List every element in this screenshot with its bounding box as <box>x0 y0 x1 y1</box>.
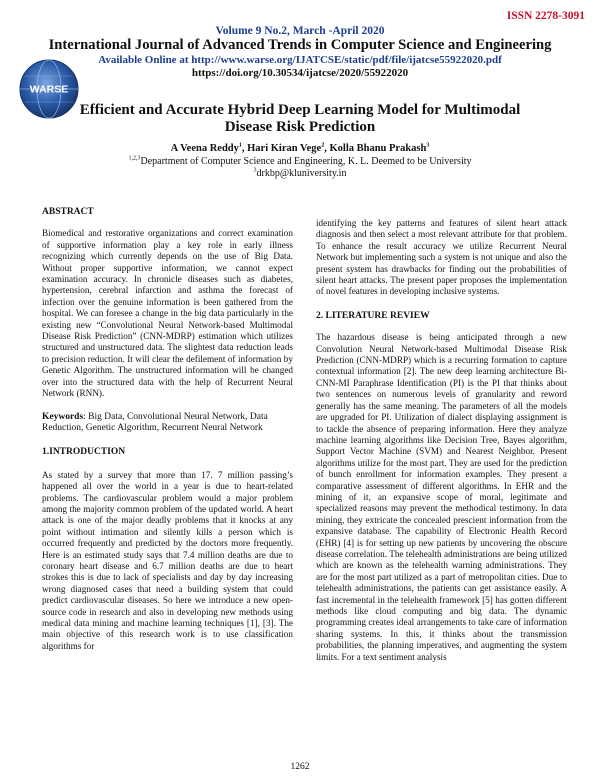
page-number: 1262 <box>290 762 310 772</box>
author-3-sup: 3 <box>426 142 430 149</box>
abstract-heading: ABSTRACT <box>42 207 94 217</box>
keywords <box>42 412 293 435</box>
volume-label: Volume 9 No.2, March -April 2020 <box>215 25 385 37</box>
introduction-text: As stated by a survey that more than 17. 7 million passing’s happened all over the world in a year is due to heart-related problems. The cardiovascular problem would a major problem among the majority common problem of the updated world. A heart attack is one of the major deadly problems that it knocks at any point without intimation and silently kills a person which is occurred frequently and predicted by the doctors more frequently. Here is an estimated study says that 7.4 million deaths are due to coronary heart disease and 6.7 million deaths are due to heart strokes this is due to lack of specialists and day by day increasing wrong diagnosed cases that need a building system that could predict cardiovascular diseases. So here we introduce a new open-source code in research and also in developing new methods using medical data mining and machine learning techniques [1], [3]. The main objective of this research work is to use classification algorithms for <box>42 469 293 651</box>
paper-title-line-2: Disease Risk Prediction <box>224 119 376 135</box>
author-3: , Kolla Bhanu Prakash <box>324 143 427 154</box>
left-column <box>42 207 293 652</box>
journal-title: International Journal of Advanced Trends in Computer Science and Engineering <box>48 37 552 53</box>
keywords-label: Keywords <box>42 411 84 422</box>
email-sup: 3 <box>253 167 257 174</box>
email-text[interactable]: drkbp@kluniversity.in <box>256 168 347 179</box>
doi-link[interactable]: https://doi.org/10.30534/ijatcse/2020/55922020 <box>191 67 409 79</box>
author-2-sup: 2 <box>321 142 325 149</box>
author-1: A Veena Reddy <box>170 143 239 154</box>
affiliation-text: Department of Computer Science and Engineering, K. L. Deemed to be University <box>140 156 472 167</box>
available-online-link[interactable]: Available Online at http://www.warse.org/IJATCSE/static/pdf/file/ijatcse55922020.pdf <box>98 54 502 66</box>
paper-title-line-1: Efficient and Accurate Hybrid Deep Learning Model for Multimodal <box>79 102 521 118</box>
author-2: , Hari Kiran Vege <box>241 143 322 154</box>
introduction-heading: 1.INTRODUCTION <box>42 447 126 458</box>
literature-review-text: The hazardous disease is being anticipated through a new Convolution Neural Network-based Multimodal Disease Risk Prediction (CNN-MDRP) which is a recurring formation to capture contextual information [2]. The new deep learning architecture Bi-CNN-MI Paraphrase Identification (PI) is the PI that thinks about two sentences on numerous levels of granularity and reword generally has the same meaning. The parameters of all the models are upgraded for PI. Utilization of dialect displaying assignment is to tackle the absence of preparing information. Here they analyze machine learning algorithms like Decision Tree, Bayes algorithm, Support Vector Machine (SVM) and Nearest Neighbor. Present algorithms utilize for the most part. They are used for the prediction of bunch enrollment for information examples. They present a comparative assessment of different algorithms. In EHR and the mining of it, an expansive scope of moral, legitimate and specialized reasons may prevent the methodical testimony. In data mining, they extricate the concealed prescient information from the expansive database. The capability of Electronic Health Record (EHR) [4] is for setting up new patients by uncovering the obscure disease correlation. The telehealth administrations are being utilized which are known as the telehealth warning administrations. They are for the most part utilized as a part of metropolitan cities. Due to telehealth administrations, the patients can get assistance easily. A fast incremental in the telehealth framework [5] has gotten different methods like cloud computing and big data. The dynamic programming creates ideal arrangements to take care of information sharing systems. In this, it thinks about the transmission probabilities, the planning imperatives, and augmenting the system limits. For a text sentiment analysis <box>316 332 567 662</box>
paper-title <box>60 102 540 136</box>
author-email <box>0 168 600 179</box>
literature-review-heading: 2. LITERATURE REVIEW <box>316 310 430 321</box>
abstract-text: Biomedical and restorative organizations and correct examination of supportive information play a key role in early illness recognizing which currently depends on the use of Big Data. Without proper supportive information, we cannot expect examination accuracy. In chronicle diseases such as diabetes, hypertension, cerebral infarction and asthma the forecast of infection over the genuine information is been gathered from the hospital. We can foresee a change in the big data particularly in the existing new “Convolutional Neural Network-based Multimodal Disease Risk Prediction” (CNN-MDRP) estimation which utilizes structured and unstructured data. The slightest data reduction leads to precision reduction. It will clear the defilement of information by Genetic Algorithm. The unstructured information will be changed over into the structured data with the help of Recurrent Neural Network (RNN). <box>42 228 293 399</box>
affiliation-sup: 1,2,3 <box>128 155 141 162</box>
introduction-continued-text: identifying the key patterns and features of silent heart attack diagnosis and then select a most relevant attribute for that problem. To enhance the result accuracy we utilize Recurrent Neural Network but implementing such a system is not unique and also the present system has drawbacks for finding out the probabilities of silent heart attacks. The present paper proposes the implementation of novel features in developing inclusive systems. <box>316 218 567 297</box>
keywords-text: : Big Data, Convolutional Neural Network, Data Reduction, Genetic Algorithm, Recurrent Neural Network <box>42 411 268 433</box>
issn-label: ISSN 2278-3091 <box>506 10 585 22</box>
logo-text: WARSE <box>29 83 69 96</box>
author-list <box>0 143 600 154</box>
author-1-sup: 1 <box>238 142 242 149</box>
affiliation <box>0 156 600 167</box>
right-column <box>316 218 567 663</box>
